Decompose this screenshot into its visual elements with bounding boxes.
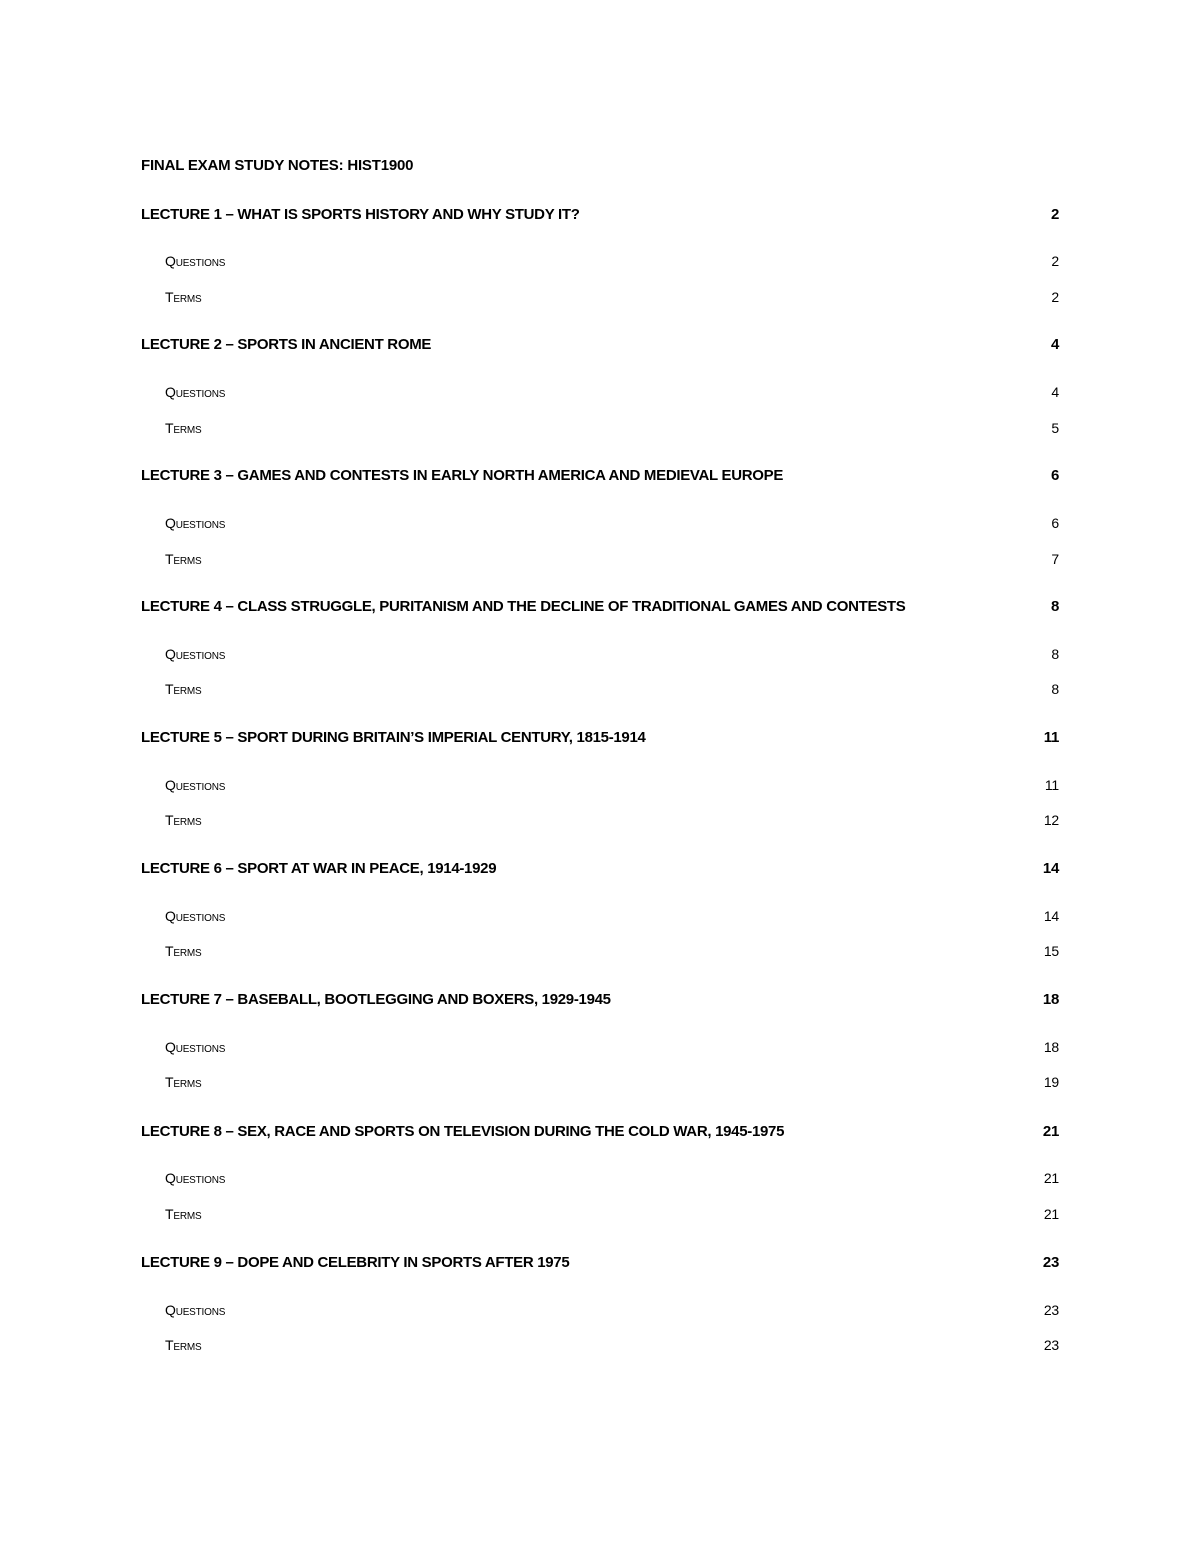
toc-subentry-label: Terms <box>165 1337 202 1353</box>
toc-subentry-lecture-7-terms[interactable] <box>165 1071 1059 1093</box>
toc-entry-lecture-3[interactable] <box>141 464 1059 486</box>
toc-subentry-page: 12 <box>1043 812 1059 828</box>
toc-subentry-page: 5 <box>1051 420 1059 436</box>
toc-subentry-label: Questions <box>165 1170 226 1186</box>
toc-subentry-label: Terms <box>165 289 202 305</box>
toc-subentry-lecture-2-questions[interactable] <box>165 381 1059 403</box>
toc-subentry-page: 2 <box>1051 253 1059 269</box>
toc-subentry-page: 8 <box>1051 646 1059 662</box>
toc-entry-page: 6 <box>1050 466 1059 484</box>
toc-entry-title: LECTURE 4 – CLASS STRUGGLE, PURITANISM AND THE DECLINE OF TRADITIONAL GAMES AND CONTESTS <box>141 597 906 615</box>
toc-subentry-label: Terms <box>165 420 202 436</box>
toc-subentry-lecture-9-terms[interactable] <box>165 1334 1059 1356</box>
toc-entry-page: 11 <box>1043 728 1059 746</box>
toc-entry-title: LECTURE 5 – SPORT DURING BRITAIN’S IMPERIAL CENTURY, 1815-1914 <box>141 728 646 746</box>
toc-entry-title: LECTURE 7 – BASEBALL, BOOTLEGGING AND BOXERS, 1929-1945 <box>141 990 611 1008</box>
toc-subentry-lecture-9-questions[interactable] <box>165 1299 1059 1321</box>
document-title: FINAL EXAM STUDY NOTES: HIST1900 <box>141 157 414 174</box>
toc-subentry-page: 2 <box>1051 289 1059 305</box>
toc-subentry-label: Questions <box>165 1039 226 1055</box>
toc-subentry-label: Terms <box>165 551 202 567</box>
toc-entry-title: LECTURE 6 – SPORT AT WAR IN PEACE, 1914-1929 <box>141 859 497 877</box>
toc-entry-page: 21 <box>1042 1122 1059 1140</box>
toc-entry-lecture-5[interactable] <box>141 726 1059 748</box>
toc-subentry-lecture-1-questions[interactable] <box>165 250 1059 272</box>
toc-subentry-label: Terms <box>165 943 202 959</box>
toc-subentry-lecture-8-questions[interactable] <box>165 1167 1059 1189</box>
toc-subentry-label: Questions <box>165 1302 226 1318</box>
toc-subentry-page: 7 <box>1051 551 1059 567</box>
toc-subentry-lecture-2-terms[interactable] <box>165 417 1059 439</box>
toc-subentry-label: Terms <box>165 1074 202 1090</box>
toc-entry-page: 2 <box>1050 205 1059 223</box>
toc-entry-lecture-9[interactable] <box>141 1251 1059 1273</box>
toc-subentry-lecture-3-questions[interactable] <box>165 512 1059 534</box>
toc-subentry-label: Questions <box>165 253 226 269</box>
toc-subentry-lecture-3-terms[interactable] <box>165 548 1059 570</box>
toc-entry-lecture-7[interactable] <box>141 988 1059 1010</box>
toc-subentry-page: 8 <box>1051 681 1059 697</box>
toc-entry-title: LECTURE 8 – SEX, RACE AND SPORTS ON TELEVISION DURING THE COLD WAR, 1945-1975 <box>141 1122 785 1140</box>
toc-subentry-lecture-5-terms[interactable] <box>165 809 1059 831</box>
toc-entry-title: LECTURE 2 – SPORTS IN ANCIENT ROME <box>141 335 432 353</box>
toc-subentry-page: 4 <box>1051 384 1059 400</box>
toc-subentry-lecture-8-terms[interactable] <box>165 1203 1059 1225</box>
toc-subentry-label: Terms <box>165 681 202 697</box>
toc-subentry-lecture-5-questions[interactable] <box>165 774 1059 796</box>
toc-entry-page: 18 <box>1042 990 1059 1008</box>
toc-subentry-label: Questions <box>165 646 226 662</box>
toc-entry-title: LECTURE 1 – WHAT IS SPORTS HISTORY AND WHY STUDY IT? <box>141 205 580 223</box>
toc-entry-title: LECTURE 9 – DOPE AND CELEBRITY IN SPORTS AFTER 1975 <box>141 1253 570 1271</box>
toc-subentry-page: 18 <box>1043 1039 1059 1055</box>
toc-entry-page: 14 <box>1042 859 1059 877</box>
toc-entry-lecture-2[interactable] <box>141 333 1059 355</box>
toc-subentry-lecture-4-questions[interactable] <box>165 643 1059 665</box>
toc-subentry-page: 21 <box>1043 1170 1059 1186</box>
toc-subentry-page: 15 <box>1043 943 1059 959</box>
toc-subentry-label: Questions <box>165 384 226 400</box>
toc-subentry-lecture-4-terms[interactable] <box>165 678 1059 700</box>
toc-subentry-page: 21 <box>1043 1206 1059 1222</box>
toc-subentry-page: 11 <box>1044 777 1059 793</box>
toc-subentry-page: 19 <box>1043 1074 1059 1090</box>
toc-subentry-label: Questions <box>165 908 226 924</box>
toc-subentry-lecture-6-questions[interactable] <box>165 905 1059 927</box>
toc-subentry-lecture-1-terms[interactable] <box>165 286 1059 308</box>
toc-entry-lecture-8[interactable] <box>141 1120 1059 1142</box>
toc-subentry-page: 23 <box>1043 1302 1059 1318</box>
toc-entry-lecture-6[interactable] <box>141 857 1059 879</box>
toc-subentry-label: Terms <box>165 812 202 828</box>
toc-entry-page: 8 <box>1050 597 1059 615</box>
toc-entry-page: 23 <box>1042 1253 1059 1271</box>
toc-entry-lecture-4[interactable] <box>141 595 1059 617</box>
toc-subentry-page: 6 <box>1051 515 1059 531</box>
toc-subentry-label: Terms <box>165 1206 202 1222</box>
toc-entry-lecture-1[interactable] <box>141 203 1059 225</box>
toc-subentry-lecture-7-questions[interactable] <box>165 1036 1059 1058</box>
toc-entry-title: LECTURE 3 – GAMES AND CONTESTS IN EARLY NORTH AMERICA AND MEDIEVAL EUROPE <box>141 466 784 484</box>
toc-entry-page: 4 <box>1050 335 1059 353</box>
toc-subentry-lecture-6-terms[interactable] <box>165 940 1059 962</box>
toc-subentry-page: 14 <box>1043 908 1059 924</box>
toc-subentry-label: Questions <box>165 515 226 531</box>
toc-subentry-label: Questions <box>165 777 226 793</box>
toc-subentry-page: 23 <box>1043 1337 1059 1353</box>
